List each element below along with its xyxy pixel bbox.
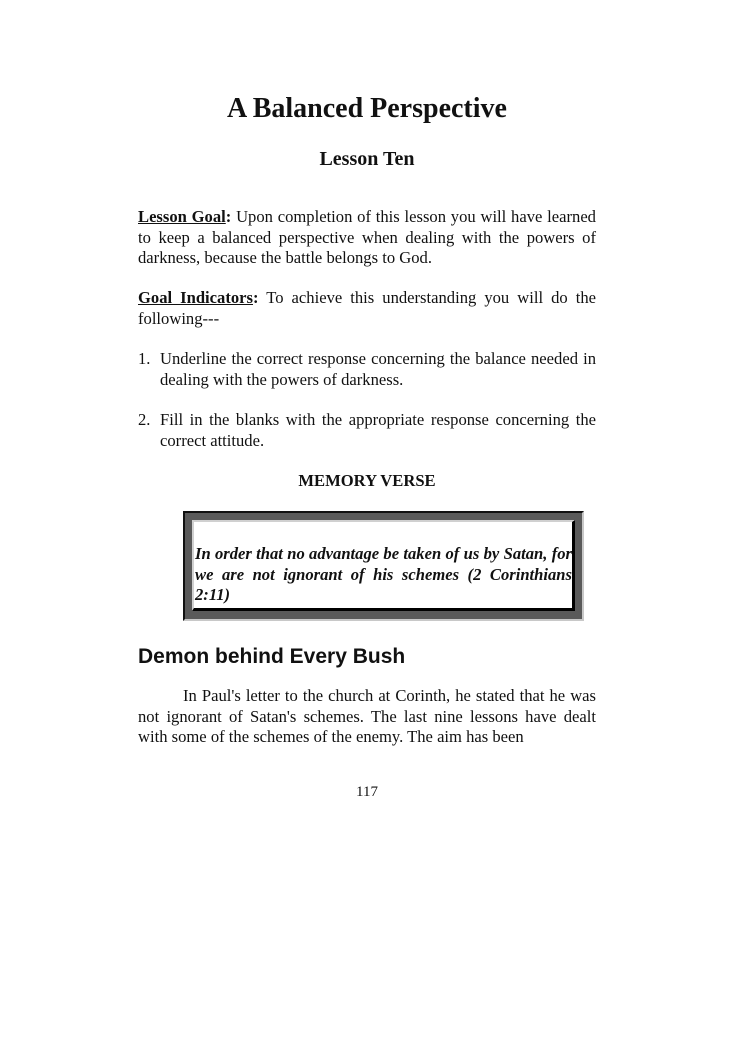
lesson-goal bbox=[138, 207, 596, 269]
goal-indicators-label: Goal Indicators bbox=[138, 288, 253, 307]
memory-verse-inner bbox=[192, 520, 575, 611]
list-item bbox=[138, 410, 596, 451]
lesson-subtitle: Lesson Ten bbox=[319, 148, 415, 170]
memory-verse-heading: MEMORY VERSE bbox=[298, 471, 436, 490]
list-item bbox=[138, 349, 596, 390]
lesson-goal-text: Upon completion of this lesson you will have learned to keep a balanced perspective when dealing with the powers of darkness, because the battle belongs to God. bbox=[138, 207, 596, 267]
section-heading: Demon behind Every Bush bbox=[138, 645, 406, 668]
list-item-number: 2. bbox=[138, 410, 151, 429]
lesson-goal-label: Lesson Goal bbox=[138, 207, 226, 226]
memory-verse-box bbox=[183, 511, 584, 621]
list-item-number: 1. bbox=[138, 349, 151, 368]
memory-verse-text: In order that no advantage be taken of us by Satan, for we are not ignorant of his schemes (2 Corinthians 2:11) bbox=[195, 544, 572, 604]
list-item-text: Fill in the blanks with the appropriate response concerning the correct attitude. bbox=[160, 410, 596, 450]
lesson-goal-colon: : bbox=[225, 207, 232, 226]
body-paragraph: In Paul's letter to the church at Corinth, he stated that he was not ignorant of Satan's schemes. The last nine lessons have dealt with some of the schemes of the enemy. The aim has been bbox=[138, 686, 596, 746]
list-item-text: Underline the correct response concerning the balance needed in dealing with the powers of darkness. bbox=[160, 349, 596, 389]
page-title: A Balanced Perspective bbox=[227, 93, 507, 124]
goal-indicators-colon: : bbox=[252, 288, 259, 307]
page-number: 117 bbox=[356, 784, 378, 800]
goal-indicators bbox=[138, 288, 596, 329]
goal-indicators-text: To achieve this understanding you will do the following--- bbox=[138, 288, 596, 328]
